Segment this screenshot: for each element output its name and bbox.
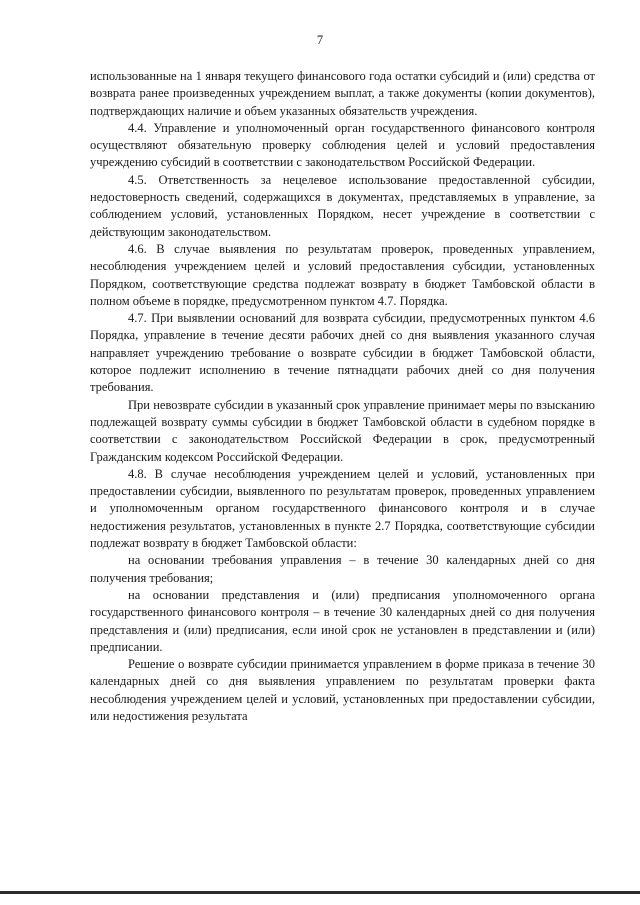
- paragraph-demand-basis: на основании требования управления – в течение 30 календарных дней со дня получения требования;: [90, 553, 595, 585]
- paragraph-obligations-docs: использованные на 1 января текущего финансового года остатки субсидий и (или) средства от возврата ранее произведенных учреждением выплат, а также документы (копии документов), подтверждающих наличие и объем указанных обязательств учреждения.: [90, 69, 595, 118]
- paragraph-4-4: 4.4. Управление и уполномоченный орган государственного финансового контроля осуществляют обязательную проверку соблюдения целей и условий предоставления учреждению субсидий в соответствии с законодательством Российской Федерации.: [90, 120, 595, 170]
- paragraph-nonreturn: При невозврате субсидии в указанный срок управление принимает меры по взысканию подлежащей возврату суммы субсидии в бюджет Тамбовской области в судебном порядке в соответствии с законодательством Российской Федерации в срок, предусмотренный Гражданским кодексом Российской Федерации.: [90, 397, 595, 464]
- page-number: 7: [316, 33, 324, 47]
- paragraph-order-basis: на основании представления и (или) предписания уполномоченного органа государственного финансового контроля – в течение 30 календарных дней со дня получения представления и (или) предписания, если иной срок не установлен в представлении и (или) предписании.: [90, 587, 595, 654]
- paragraph-4-8: 4.8. В случае несоблюдения учреждением целей и условий, установленных при предоставлении субсидии, выявленного по результатам проверок, проведенных управлением и уполномоченным органом государственного финансового контроля и в случае недостижения результатов, установленных в пункте 2.7 Порядка, соответствующие субсидии подлежат возврату в бюджет Тамбовской области:: [90, 466, 595, 551]
- paragraph-4-5: 4.5. Ответственность за нецелевое использование предоставленной субсидии, недостоверность сведений, содержащихся в документах, представляемых в управление, за соблюдением условий, установленных Порядком, несет учреждение в соответствии с действующим законодательством.: [90, 172, 595, 239]
- bottom-scan-edge: [0, 891, 640, 894]
- paragraph-return-decision: Решение о возврате субсидии принимается управлением в форме приказа в течение 30 календарных дней со дня выявления управлением по результатам проверки факта несоблюдения учреждением целей и условий, установленных при предоставлении субсидии, или недостижения результата: [90, 657, 595, 723]
- paragraph-4-7: 4.7. При выявлении оснований для возврата субсидии, предусмотренных пунктом 4.6 Порядка, управление в течение десяти рабочих дней со дня выявления указанного случая направляет учреждению требование о возврате субсидии в бюджет Тамбовской области, которое подлежит исполнению в течение пятнадцати рабочих дней со дня получения требования.: [90, 311, 595, 395]
- document-body: [90, 68, 595, 725]
- paragraph-4-6: 4.6. В случае выявления по результатам проверок, проведенных управлением, несоблюдения учреждением целей и условий предоставления субсидии, установленных Порядком, соответствующие средства подлежат возврату в бюджет Тамбовской области в полном объеме в порядке, предусмотренном пунктом 4.7. Порядка.: [90, 241, 595, 308]
